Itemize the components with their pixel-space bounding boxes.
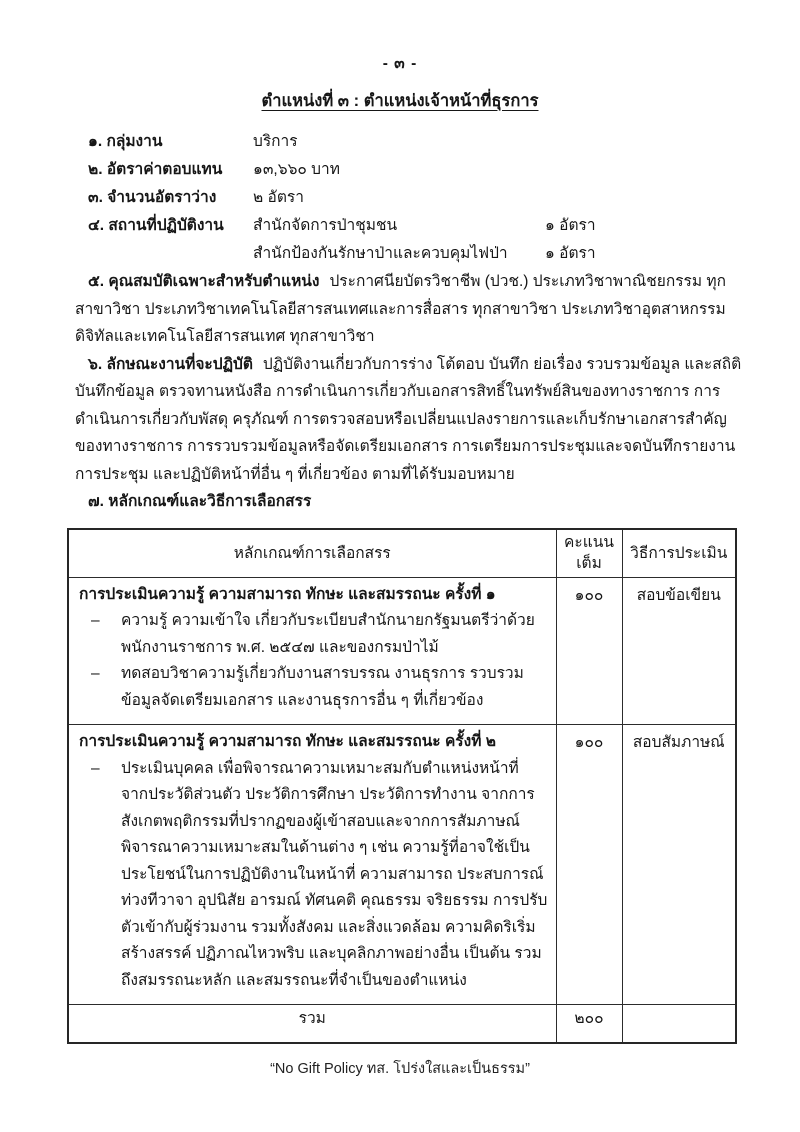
total-row (68, 1005, 736, 1043)
total-score-cell: ๒๐๐ (556, 1005, 622, 1043)
max-score-header-line1: คะแนน (564, 534, 614, 552)
score-cell: ๑๐๐ (556, 725, 622, 1005)
bullet-text: ประเมินบุคคล เพื่อพิจารณาความเหมาะสมกับตำแหน่งหน้าที่ จากประวัติส่วนตัว ประวัติการศึกษา ประวัติการทำงาน จากการสังเกตพฤติกรรมที่ปรากฏของผู้เข้าสอบและจากการสัมภาษณ์ พิจารณาความเหมาะสมในด้านต่าง ๆ เช่น ความรู้ที่อาจใช้เป็นประโยชน์ในการปฏิบัติงานในหน้าที่ ความสามารถ ประสบการณ์ ท่วงทีวาจา อุปนิสัย อารมณ์ ทัศนคติ คุณธรรม จริยธรรม การปรับตัวเข้ากับผู้ร่วมงาน รวมทั้งสังคม และสิ่งแวดล้อม ความคิดริเริ่มสร้างสรรค์ ปฏิภาณไหวพริบ และบุคลิกภาพอย่างอื่น เป็นต้น รวมถึงสมรรถนะหลัก และสมรรถนะที่จำเป็นของตำแหน่ง (121, 759, 548, 989)
dash-bullet-marker: – (91, 612, 100, 629)
total-method-cell (622, 1005, 736, 1043)
location-name: สำนักป้องกันรักษาป่าและควบคุมไฟป่า (253, 245, 508, 262)
bullet-text: ทดสอบวิชาความรู้เกี่ยวกับงานสารบรรณ งานธุรการ รวบรวมข้อมูลจัดเตรียมเอกสาร และงานธุรการอื่น ๆ ที่เกี่ยวข้อง (121, 665, 524, 709)
location-line (253, 240, 744, 268)
job-description-paragraph (75, 351, 748, 489)
detail-row-vacancies (88, 184, 744, 212)
criteria-bullet (79, 608, 550, 661)
dash-bullet-marker: – (91, 759, 100, 777)
position-details-list (88, 128, 744, 268)
location-line (253, 212, 744, 240)
criteria-column-header: หลักเกณฑ์การเลือกสรร (68, 529, 556, 577)
max-score-header-line2: เต็ม (576, 555, 602, 573)
job-description-label: ๖. ลักษณะงานที่จะปฏิบัติ (88, 355, 253, 373)
score-cell: ๑๐๐ (556, 577, 622, 725)
qualification-text: ประกาศนียบัตรวิชาชีพ (ปวช.) ประเภทวิชาพาณิชยกรรม ทุกสาขาวิชา ประเภทวิชาเทคโนโลยีสารสนเทศและการสื่อสาร ทุกสาขาวิชา ประเภทวิชาอุตสาหกรรมดิจิทัลและเทคโนโลยีสารสนเทศ ทุกสาขาวิชา (75, 273, 726, 345)
page-number: - ๓ - (382, 55, 418, 72)
detail-label: ๑. กลุ่มงาน (88, 133, 163, 150)
position-title: ตำแหน่งที่ ๓ : ตำแหน่งเจ้าหน้าที่ธุรการ (261, 92, 539, 110)
table-header-row (68, 529, 736, 577)
detail-row-salary (88, 156, 744, 184)
max-score-column-header (556, 529, 622, 577)
assessment-title: การประเมินความรู้ ความสามารถ ทักษะ และสมรรถนะ ครั้งที่ ๑ (79, 585, 496, 603)
location-count: ๑ อัตรา (545, 217, 596, 234)
selection-criteria-heading: ๗. หลักเกณฑ์และวิธีการเลือกสรร (88, 493, 312, 510)
bullet-text: ความรู้ ความเข้าใจ เกี่ยวกับระเบียบสำนักนายกรัฐมนตรีว่าด้วยพนักงานราชการ พ.ศ. ๒๕๔๗ และของกรมป่าไม้ (121, 612, 535, 656)
criteria-cell (68, 577, 556, 725)
qualification-label: ๕. คุณสมบัติเฉพาะสำหรับตำแหน่ง (88, 273, 320, 290)
detail-row-workplace (88, 212, 744, 268)
detail-label: ๔. สถานที่ปฏิบัติงาน (88, 217, 224, 234)
selection-criteria-table (67, 528, 737, 1044)
detail-label: ๓. จำนวนอัตราว่าง (88, 189, 217, 206)
assessment-row-1 (68, 577, 736, 725)
qualification-paragraph (75, 268, 748, 351)
assessment-title: การประเมินความรู้ ความสามารถ ทักษะ และสมรรถนะ ครั้งที่ ๒ (79, 733, 496, 750)
total-label-cell: รวม (68, 1005, 556, 1043)
no-gift-policy-footer: “No Gift Policy ทส. โปร่งใสและเป็นธรรม” (270, 1061, 530, 1077)
method-cell: สอบสัมภาษณ์ (622, 725, 736, 1005)
detail-value: บริการ (253, 133, 298, 150)
location-count: ๑ อัตรา (545, 245, 596, 262)
assessment-row-2 (68, 725, 736, 1005)
workplace-locations (253, 212, 744, 268)
job-description-text: ปฏิบัติงานเกี่ยวกับการร่าง โต้ตอบ บันทึก ย่อเรื่อง รวบรวมข้อมูล และสถิติ บันทึกข้อมูล ตรวจทานหนังสือ การดำเนินการเกี่ยวกับเอกสารสิทธิ์ในทรัพย์สินของทางราชการ การดำเนินการเกี่ยวกับพัสดุ ครุภัณฑ์ การตรวจสอบหรือเปลี่ยนแปลงรายการและเก็บรักษาเอกสารสำคัญของทางราชการ การรวบรวมข้อมูลหรือจัดเตรียมเอกสาร การเตรียมการประชุมและจดบันทึกรายงานการประชุม และปฏิบัติหน้าที่อื่น ๆ ที่เกี่ยวข้อง ตามที่ได้รับมอบหมาย (75, 355, 742, 483)
criteria-bullet (79, 756, 550, 995)
detail-label: ๒. อัตราค่าตอบแทน (88, 161, 223, 178)
detail-value: ๒ อัตรา (253, 189, 304, 206)
location-name: สำนักจัดการป่าชุมชน (253, 217, 398, 234)
detail-value: ๑๓,๖๖๐ บาท (253, 161, 340, 178)
criteria-bullet (79, 661, 550, 714)
method-column-header: วิธีการประเมิน (622, 529, 736, 577)
dash-bullet-marker: – (91, 665, 100, 682)
criteria-cell (68, 725, 556, 1005)
method-cell: สอบข้อเขียน (622, 577, 736, 725)
detail-row-group (88, 128, 744, 156)
